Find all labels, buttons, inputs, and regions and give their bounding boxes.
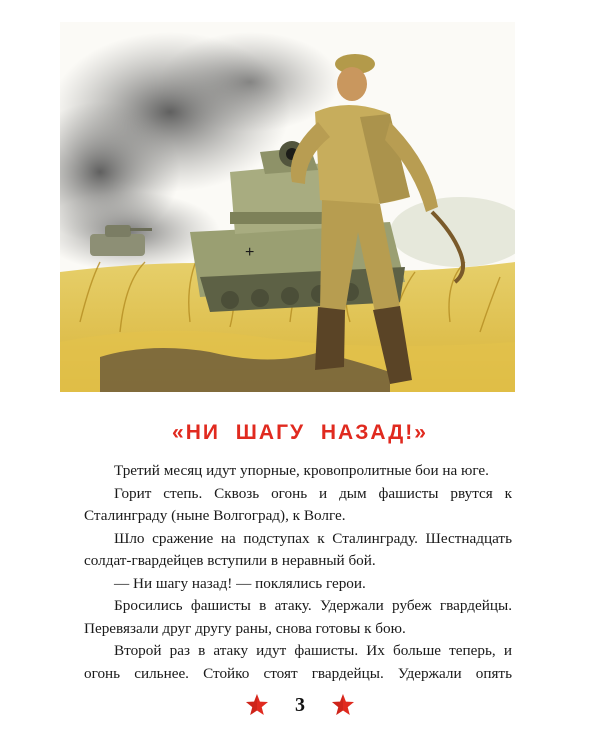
page-footer <box>0 690 600 720</box>
page-number: 3 <box>295 693 305 716</box>
body-text <box>84 460 512 685</box>
chapter-title: «НИ ШАГУ НАЗАД!» <box>172 421 428 444</box>
paragraph: — Ни шагу назад! — поклялись герои. <box>114 574 366 592</box>
paragraph: Бросились фашисты в атаку. Удержали рубеж гвардейцы. Перевязали друг другу раны, снова готовы к бою. <box>84 597 512 637</box>
paragraph: Горит степь. Сквозь огонь и дым фашисты рвутся к Сталинграду (ныне Волгоград), к Волге. <box>84 484 512 524</box>
red-star-icon <box>245 693 269 717</box>
paragraph: Шло сражение на подступах к Сталинграду. Шестнадцать солдат-гвардейцев вступили в неравный бой. <box>84 529 512 569</box>
paragraph: Второй раз в атаку идут фашисты. Их больше теперь, и огонь сильнее. Стойко стоят гвардейцы. Удержали опять <box>84 642 512 682</box>
svg-text:+: + <box>245 244 255 261</box>
paragraph: Третий месяц идут упорные, кровопролитные бои на юге. <box>114 462 489 479</box>
red-star-icon <box>331 693 355 717</box>
illustration <box>60 22 515 392</box>
